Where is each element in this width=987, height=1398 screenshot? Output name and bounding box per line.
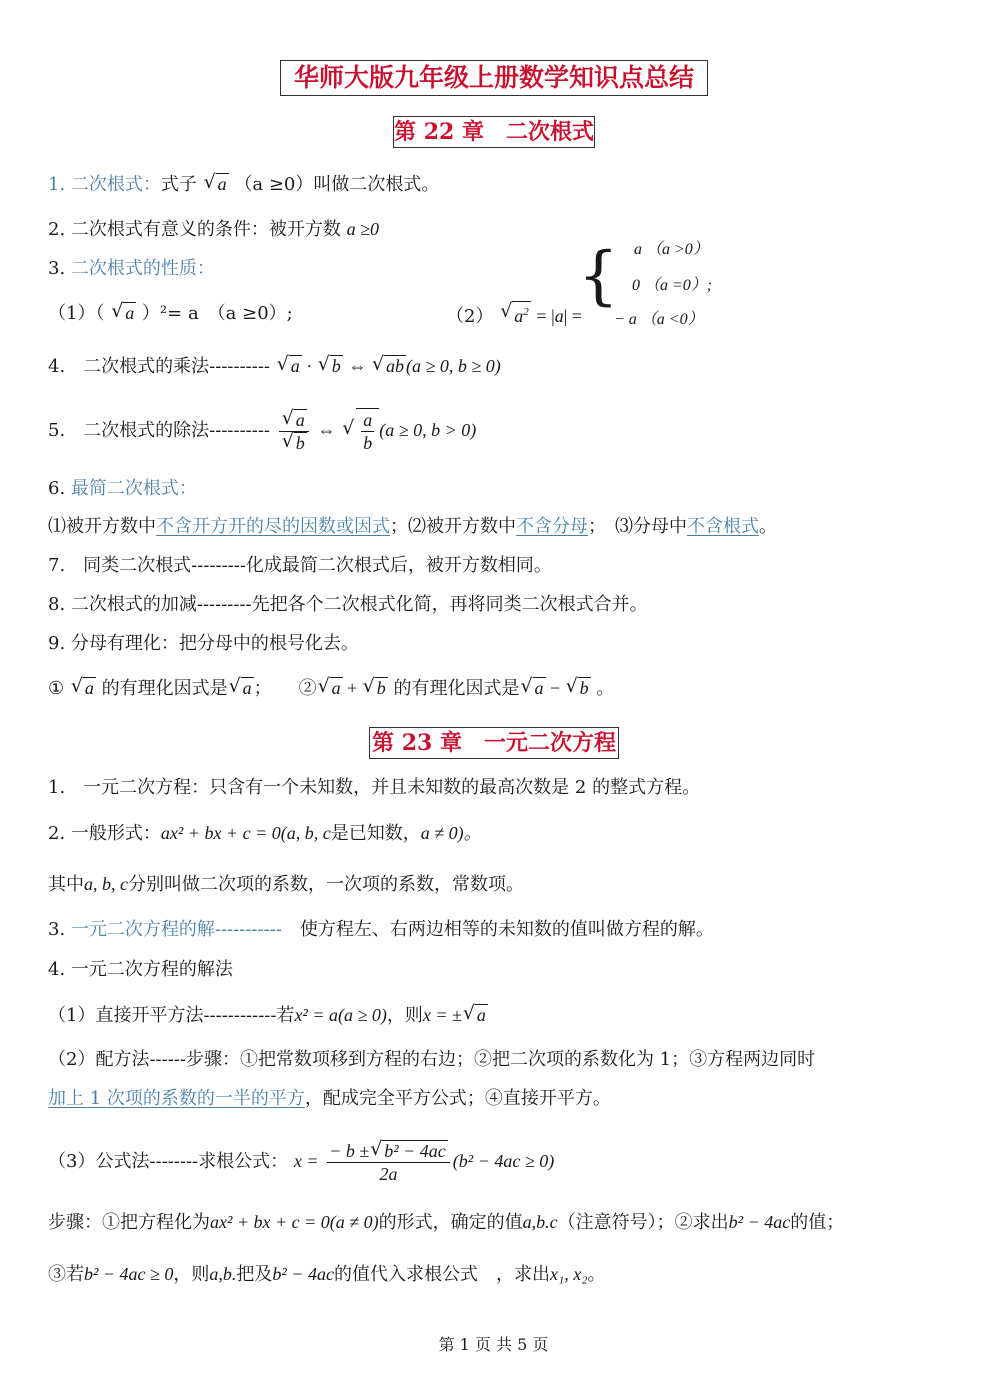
formula-radicand: b² − 4ac (384, 1140, 446, 1161)
formula-condition: (b² − 4ac ≥ 0) (452, 1151, 555, 1171)
rationalizing-factor-line: ① √ a 的有理化因式是√ a ； ②√ a + √ b 的有理化因式是√ a − √ b 。 (48, 676, 614, 701)
multiplication-condition: (a ≥ 0, b ≥ 0) (405, 356, 501, 376)
sqrt-a-p1: √ a (112, 301, 136, 325)
simplest-number: 6. (48, 478, 66, 499)
simplest-cond-2: ；⑵被开方数中 (390, 516, 516, 537)
steps-2-ab: a,b. (209, 1264, 237, 1284)
simplest-heading-line (48, 477, 197, 501)
properties-number: 3. (48, 258, 66, 279)
general-form-line (48, 821, 482, 846)
coefficients-pre: 其中 (48, 874, 84, 895)
simplest-period: 。 (759, 516, 777, 537)
method-3-line (48, 1133, 554, 1190)
solution-def-line (48, 918, 714, 942)
division-condition: (a ≥ 0, b > 0) (379, 420, 477, 440)
method-1-rest: ，则 (386, 1005, 423, 1026)
steps-2a: ③若 (48, 1264, 84, 1285)
meaningful-condition-line (48, 217, 379, 242)
case-zero: 0 （a =0）; (632, 277, 713, 294)
steps-1-math: ax² + bx + c = 0(a ≠ 0) (210, 1212, 379, 1232)
solution-def-label: 一元二次方程的解----------- (70, 919, 282, 940)
sqrt-a: √ a (205, 172, 229, 196)
simplest-conditions-line (48, 515, 777, 539)
steps-1b: 的形式，确定的值 (378, 1212, 523, 1233)
steps-1-discriminant: b² − 4ac (728, 1212, 791, 1232)
simplest-cond-3: ； ⑶分母中 (588, 516, 687, 537)
solving-methods-line: 4. 一元二次方程的解法 (48, 959, 233, 980)
multiplication-line: 4. 二次根式的乘法---------- √ a · √ b ⇔ √ ab (a ≥ 0, b ≥ 0) (48, 354, 501, 379)
rf-item-2: ； ② (253, 678, 317, 699)
method-2-line: （2）配方法------步骤：①把常数项移到方程的右边；②把二次项的系数化为 1；③方程两边同时 (48, 1049, 816, 1070)
case-negative: − a （a <0） (614, 311, 704, 328)
rf-text-2: 的有理化因式是 (393, 678, 520, 699)
method-2-rest: ，配成完全平方公式；④直接开平方。 (304, 1088, 611, 1109)
steps-2b: ，则 (173, 1264, 210, 1285)
properties-heading-line (48, 257, 215, 281)
steps-1c: （注意符号）；②求出 (557, 1212, 729, 1233)
quadratic-def-line: 1. 一元二次方程：只含有一个未知数，并且未知数的最高次数是 2 的整式方程。 (48, 777, 701, 798)
method-1-line: （1）直接开平方法------------若x² = a(a ≥ 0)，则x = ±√ a (48, 1003, 488, 1028)
def-radical-line (48, 172, 439, 197)
method-2-continued-line (48, 1087, 611, 1111)
rationalize-line: 9. 分母有理化：把分母中的根号化去。 (48, 633, 359, 654)
property-1-line (48, 301, 293, 326)
rf-text-1: 的有理化因式是 (101, 678, 228, 699)
simplest-cond-1-underlined: 不含开方开的尽的因数或因式 (156, 516, 390, 537)
steps-2-discriminant: b² − 4ac (272, 1264, 334, 1284)
steps-1d: 的值； (790, 1212, 845, 1233)
general-form-end: a ≠ 0)。 (420, 823, 482, 843)
simplest-cond-2-underlined: 不含分母 (516, 516, 588, 537)
def-radical-text: 式子 (160, 174, 197, 195)
coefficients-math: a, b, c (84, 874, 128, 894)
properties-label: 二次根式的性质： (70, 258, 215, 279)
solution-def-rest: 使方程左、右两边相等的未知数的值叫做方程的解。 (281, 919, 714, 940)
steps-2-roots: x₁, x₂ (549, 1264, 588, 1284)
similar-radicals-line: 7. 同类二次根式---------化成最简二次根式后，被开方数相同。 (48, 555, 552, 576)
case-positive: a （a >0） (634, 241, 709, 258)
steps-2-math: b² − 4ac ≥ 0 (84, 1264, 174, 1284)
sqrt-a-squared: √ $a^2$ (501, 301, 531, 328)
division-label: 5. 二次根式的除法---------- (48, 420, 270, 441)
page-number: 第 1 页 共 5 页 (438, 1335, 549, 1354)
simplest-cond-3-underlined: 不含根式 (687, 516, 759, 537)
multiplication-label: 4. 二次根式的乘法---------- (48, 356, 270, 377)
solution-def-number: 3. (48, 919, 66, 940)
chapter-23-heading: 第 23 章 一元二次方程 (369, 727, 619, 759)
steps-2e: 。 (587, 1264, 606, 1285)
property-1-rest: ）²= a （a ≥0）; (141, 303, 293, 324)
method-1-result: x = ± (422, 1005, 462, 1025)
division-line: 5. 二次根式的除法---------- √ a √ b ⇔ √ $\frac{a}{b}$ (a ≥ 0, b > 0) (48, 402, 476, 459)
method-1-label: （1）直接开平方法------------若 (48, 1005, 295, 1026)
method-1-math: x² = a(a ≥ 0) (294, 1005, 387, 1025)
steps-2d: 的值代入求根公式 ，求出 (333, 1264, 550, 1285)
general-form-math: ax² + bx + c = 0(a, b, c (160, 823, 331, 843)
def-radical-label: 1. 二次根式： (48, 174, 161, 195)
general-form-label: 2. 一般形式： (48, 823, 161, 844)
simplest-cond-1: ⑴被开方数中 (48, 516, 156, 537)
coefficients-line (48, 872, 524, 897)
formula-numerator: − b ± (329, 1140, 370, 1161)
steps-line-2 (48, 1262, 605, 1287)
coefficients-rest: 分别叫做二次项的系数，一次项的系数，常数项。 (128, 874, 524, 895)
steps-1-abc: a,b.c (522, 1212, 558, 1232)
steps-line-1 (48, 1210, 844, 1235)
page-title: 华师大版九年级上册数学知识点总结 (280, 60, 708, 96)
steps-1a: 步骤：①把方程化为 (48, 1212, 210, 1233)
general-form-rest: 是已知数， (330, 823, 421, 844)
property-2-label: （2） (446, 306, 494, 327)
chapter-22-heading: 第 22 章 二次根式 (393, 116, 595, 148)
cases-brace-icon: { (578, 239, 619, 313)
property-1-label: （1）（ (48, 303, 105, 324)
formula-x: x = (293, 1151, 319, 1171)
meaningful-condition-math: a ≥0 (346, 219, 380, 239)
meaningful-condition-text: 2. 二次根式有意义的条件：被开方数 (48, 219, 341, 240)
rf-period: 。 (596, 678, 615, 699)
formula-denominator: 2a (379, 1163, 398, 1184)
steps-2c: 把及 (236, 1264, 273, 1285)
method-2-underlined: 加上 1 次项的系数的一半的平方 (48, 1088, 305, 1109)
rf-item-1: ① (48, 678, 65, 699)
property-2-line: （2） √ $a^2 = |a|$ = (446, 301, 582, 329)
simplest-label: 最简二次根式： (70, 478, 197, 499)
method-3-label: （3）公式法--------求根公式： (48, 1151, 289, 1172)
def-radical-cond: （a ≥0）叫做二次根式。 (234, 174, 440, 195)
add-subtract-line: 8. 二次根式的加减---------先把各个二次根式化简，再将同类二次根式合并。 (48, 594, 648, 615)
